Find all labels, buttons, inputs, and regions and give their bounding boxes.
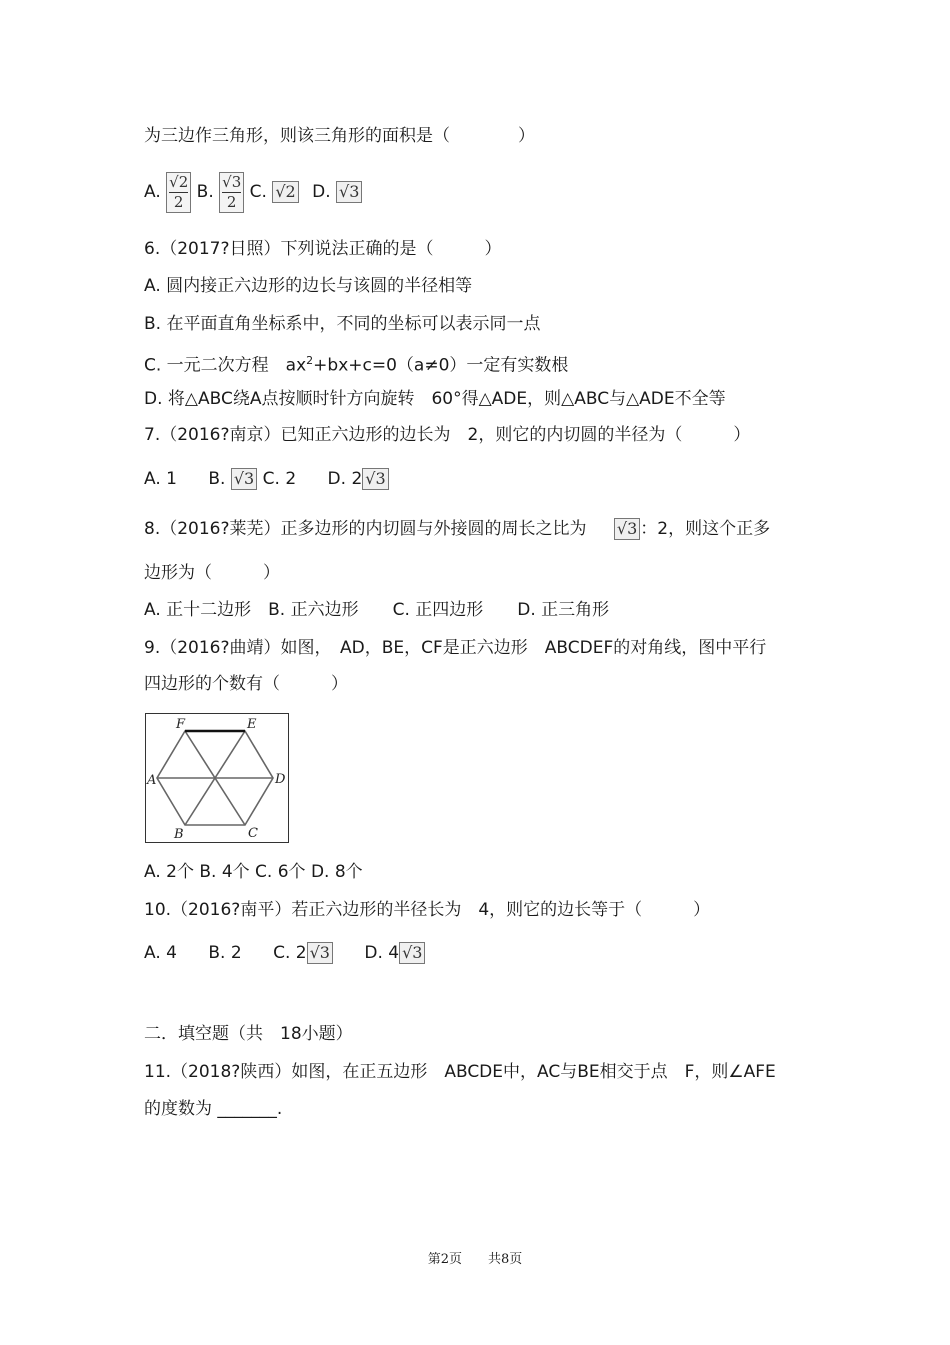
question-7-options	[144, 467, 389, 491]
option-c-value: √2	[272, 181, 298, 203]
question-9-stem: 9.（2016?曲靖）如图， AD，BE，CF是正六边形 ABCDEF的对角线，图中平行	[144, 638, 767, 658]
page-footer: 第2页 共8页	[427, 1252, 523, 1267]
option-d-label: D.	[312, 182, 331, 202]
question-8-stem-line2: 边形为（ ）	[144, 563, 280, 583]
label-D: D	[275, 772, 286, 787]
option-c: C. 2	[262, 469, 297, 489]
hexagon-figure	[145, 713, 289, 843]
hexagon-diagram	[146, 714, 288, 842]
option-b-label: B.	[196, 182, 214, 202]
option-d-value: √3	[362, 468, 388, 490]
question-6-stem: 6.（2017?日照）下列说法正确的是（ ）	[144, 239, 502, 259]
option-d-value: √3	[399, 942, 425, 964]
option-a: A. 1	[144, 469, 177, 489]
question-5-options	[144, 170, 362, 214]
label-A: A	[147, 773, 157, 788]
option-c-label: C.	[249, 182, 267, 202]
option-b-value: √3	[231, 468, 257, 490]
question-6-option-a: A. 圆内接正六边形的边长与该圆的半径相等	[144, 276, 473, 296]
option-d-label: D. 2	[327, 469, 363, 489]
question-10-stem: 10.（2016?南平）若正六边形的半径长为 4，则它的边长等于（ ）	[144, 900, 711, 920]
question-8-stem: 8.（2016?莱芜）正多边形的内切圆与外接圆的周长之比为 √3 ：2，则这个正多	[144, 519, 771, 539]
option-c-label: C. 2	[273, 943, 307, 963]
option-d-label: D. 4	[364, 943, 400, 963]
label-F: F	[176, 717, 186, 732]
question-9-stem-line2: 四边形的个数有（ ）	[144, 674, 348, 694]
option-b-fraction: $\frac{√3}{2}$	[219, 172, 244, 213]
exponent: 2	[306, 354, 314, 367]
option-d-value: √3	[336, 181, 362, 203]
question-6-option-b: B. 在平面直角坐标系中，不同的坐标可以表示同一点	[144, 314, 541, 334]
label-E: E	[247, 717, 257, 732]
option-a-fraction: $\frac{√2}{2}$	[166, 172, 191, 213]
question-11-stem-line2: 的度数为 _______.	[144, 1099, 283, 1119]
question-11-stem: 11.（2018?陕西）如图，在正五边形 ABCDE中，AC与BE相交于点 F，则∠AFE	[144, 1062, 776, 1082]
option-c-value: √3	[307, 942, 333, 964]
question-5-stem-continued: 为三边作三角形，则该三角形的面积是（ ）	[144, 126, 535, 146]
option-b: B. 2	[208, 943, 242, 963]
ratio-value: √3	[614, 518, 640, 540]
question-8-options: A. 正十二边形 B. 正六边形 C. 正四边形 D. 正三角形	[144, 600, 610, 620]
option-a-label: A.	[144, 182, 161, 202]
section-heading: 二．填空题（共 18小题）	[144, 1024, 353, 1044]
label-C: C	[248, 826, 258, 841]
question-6-option-c: C. 一元二次方程 $ax^2+bx+c=0(a\ne 0)$一定有实数根	[144, 354, 569, 376]
option-b-label: B.	[208, 469, 226, 489]
label-B: B	[174, 827, 184, 842]
option-a: A. 4	[144, 943, 177, 963]
question-6-option-d: D. 将△ABC绕A点按顺时针方向旋转 60°得△ADE，则△ABC与△ADE不全等	[144, 389, 726, 409]
question-10-options	[144, 941, 425, 965]
question-7-stem: 7.（2016?南京）已知正六边形的边长为 2，则它的内切圆的半径为（ ）	[144, 425, 751, 445]
question-9-options: A. 2个 B. 4个 C. 6个 D. 8个	[144, 862, 363, 882]
